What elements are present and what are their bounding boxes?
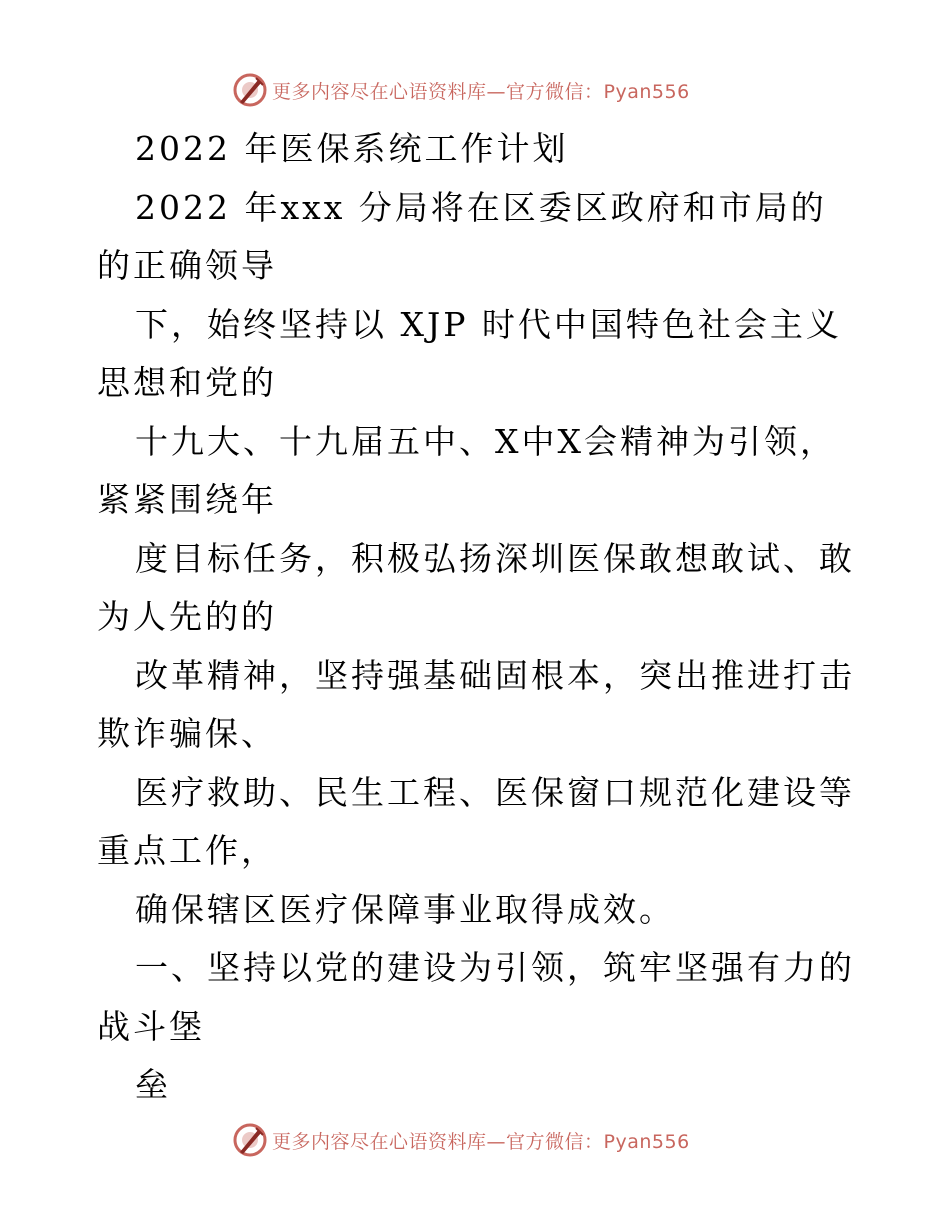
watermark-text: 更多内容尽在心语资料库—官方微信：Pyan556 <box>272 1130 690 1153</box>
paragraph-line: 2022 年xxx 分局将在区委区政府和市局的 <box>135 187 827 227</box>
paragraph-line-continuation: 紧紧围绕年 <box>97 480 277 519</box>
paragraph-line: 医疗救助、民生工程、医保窗口规范化建设等 <box>135 772 855 812</box>
watermark-header <box>232 70 752 110</box>
paragraph-line: 确保辖区医疗保障事业取得成效。 <box>135 889 675 929</box>
paragraph-line-continuation: 战斗堡 <box>97 1006 205 1046</box>
paragraph-line: 下，始终坚持以 XJP 时代中国特色社会主义 <box>135 304 842 344</box>
watermark-text: 更多内容尽在心语资料库—官方微信：Pyan556 <box>272 80 690 103</box>
document-body <box>97 120 857 1115</box>
watermark-footer <box>232 1120 752 1160</box>
document-title: 2022 年医保系统工作计划 <box>135 129 569 168</box>
paragraph-line-continuation: 思想和党的 <box>97 363 277 402</box>
paragraph-line: 度目标任务，积极弘扬深圳医保敢想敢试、敢 <box>135 538 855 578</box>
section-heading: 一、坚持以党的建设为引领，筑牢坚强有力的 <box>135 948 855 987</box>
paragraph-line: 改革精神，坚持强基础固根本，突出推进打击 <box>135 655 855 695</box>
paragraph-line-continuation: 欺诈骗保、 <box>97 714 277 753</box>
paragraph-line-continuation: 为人先的的 <box>97 597 277 636</box>
quill-logo-icon <box>232 1122 268 1158</box>
section-heading-continuation: 垒 <box>135 1065 171 1104</box>
paragraph-line-continuation: 的正确领导 <box>97 246 277 285</box>
paragraph-line-continuation: 重点工作， <box>97 831 277 870</box>
paragraph-line: 十九大、十九届五中、X中X会精神为引领， <box>135 421 836 461</box>
quill-logo-icon <box>232 72 268 108</box>
